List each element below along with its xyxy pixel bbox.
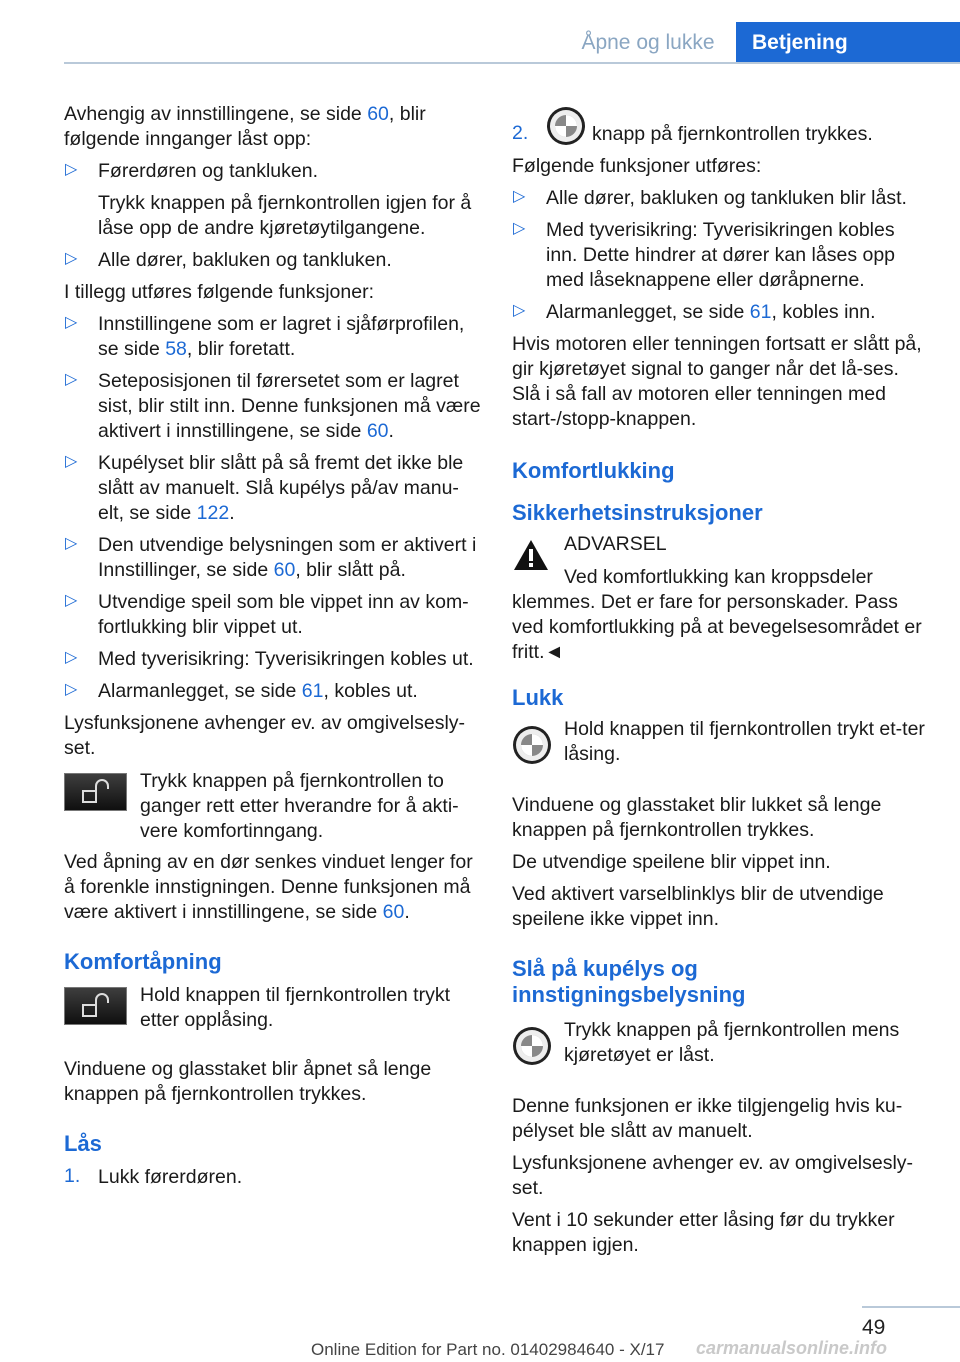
bmw-logo-icon xyxy=(546,106,586,146)
icon-paragraph: Hold knappen til fjernkontrollen trykt et‐ter låsing. xyxy=(512,717,930,785)
hazard-paragraph: Ved aktivert varselblinklys blir de utvendige speilene ikke vippet inn. xyxy=(512,883,884,930)
triangle-right-icon: ▷ xyxy=(65,535,78,552)
page-link[interactable]: 61 xyxy=(749,301,772,323)
triangle-right-icon: ▷ xyxy=(65,161,78,178)
watermark: carmanualsonline.info xyxy=(696,1338,888,1358)
footer-divider xyxy=(862,1306,960,1308)
list-item: ▷ Utvendige speil som ble vippet inn av kom‐fortlukking blir vippet ut. xyxy=(65,591,469,638)
triangle-right-icon: ▷ xyxy=(513,220,526,237)
page-link[interactable]: 60 xyxy=(273,559,296,581)
header-divider xyxy=(64,62,960,64)
page-link[interactable]: 122 xyxy=(196,502,230,524)
list-item: ▷ Alarmanlegget, se side 61, kobles inn. xyxy=(513,301,876,323)
step-item: 2. knapp på fjernkontrollen trykkes. xyxy=(512,108,930,147)
step-item: 1. Lukk førerdøren. xyxy=(64,1165,243,1188)
page-link[interactable]: 61 xyxy=(301,680,324,702)
edition-footer: Online Edition for Part no. 01402984640 - X/17 xyxy=(311,1340,665,1359)
heading-lock: Lås xyxy=(64,1131,102,1156)
warning-triangle-icon xyxy=(512,538,550,572)
triangle-right-icon: ▷ xyxy=(513,188,526,205)
unlock-key-icon xyxy=(64,987,127,1025)
left-column xyxy=(64,102,482,1197)
open-door-paragraph: Ved åpning av en dør senkes vinduet lenger for å forenkle innstigningen. Denne funksjonen må være aktivert i innstillingene, se side 60. xyxy=(64,851,473,923)
header-tab: Betjening xyxy=(736,22,960,64)
triangle-right-icon: ▷ xyxy=(513,302,526,319)
heading-close: Lukk xyxy=(512,685,564,710)
windows-close-paragraph: Vinduene og glasstaket blir lukket så lenge knappen på fjernkontrollen trykkes. xyxy=(512,794,882,841)
list-item-subtext: Trykk knappen på fjernkontrollen igjen for å låse opp de andre kjøretøytilgangene. xyxy=(98,192,472,239)
list-item: ▷ Alarmanlegget, se side 61, kobles ut. xyxy=(65,680,418,702)
list-item: ▷ Alle dører, bakluken og tankluken blir låst. xyxy=(513,187,907,209)
heading-comfort-close: Komfortlukking xyxy=(512,458,675,483)
page-number: 49 xyxy=(862,1316,886,1339)
list-item: ▷ Seteposisjonen til førersetet som er lagret sist, blir stilt inn. Denne funksjonen må være aktivert i innstillingene, se side 60. xyxy=(65,370,481,442)
right-column xyxy=(512,108,930,1265)
list-item: ▷ Førerdøren og tankluken. xyxy=(65,160,319,182)
intro-paragraph: Avhengig av innstillingene, se side 60, blir følgende innganger låst opp: xyxy=(64,103,426,150)
heading-safety: Sikkerhetsinstruksjoner xyxy=(512,500,763,525)
list-item: ▷ Kupélyset blir slått på så fremt det ikke ble slått av manuelt. Slå kupélys på/av manu‐elt, se side 122. xyxy=(65,452,464,524)
bmw-logo-icon xyxy=(512,1026,552,1066)
triangle-right-icon: ▷ xyxy=(65,592,78,609)
page-link[interactable]: 58 xyxy=(165,338,187,360)
step-number: 2. xyxy=(512,122,529,144)
warning-text: Ved komfortlukking kan kroppsdeler klemmes. Det er fare for personskader. Pass ved komfortlukking på at bevegelsesområdet er fritt.◄ xyxy=(512,566,922,663)
triangle-right-icon: ▷ xyxy=(65,453,78,470)
triangle-right-icon: ▷ xyxy=(65,681,78,698)
list-item: ▷ Med tyverisikring: Tyverisikringen kobles ut. xyxy=(65,648,474,670)
bmw-logo-icon xyxy=(512,725,552,765)
triangle-right-icon: ▷ xyxy=(65,371,78,388)
list-item: ▷ Alle dører, bakluken og tankluken. xyxy=(65,249,392,271)
icon-paragraph: Hold knappen til fjernkontrollen trykt etter opplåsing. xyxy=(64,983,482,1051)
triangle-right-icon: ▷ xyxy=(65,649,78,666)
warning-box xyxy=(512,532,930,665)
not-available-paragraph: Denne funksjonen er ikke tilgjengelig hvis ku‐pélyset ble slått av manuelt. xyxy=(512,1095,903,1142)
page-link[interactable]: 60 xyxy=(366,420,389,442)
unlock-key-icon xyxy=(64,773,127,811)
triangle-right-icon: ▷ xyxy=(65,250,78,267)
light-paragraph: Lysfunksjonene avhenger ev. av omgivelsesly‐set. xyxy=(512,1152,914,1199)
mirrors-paragraph: De utvendige speilene blir vippet inn. xyxy=(512,851,831,873)
windows-open-paragraph: Vinduene og glasstaket blir åpnet så lenge knappen på fjernkontrollen trykkes. xyxy=(64,1058,432,1105)
triangle-right-icon: ▷ xyxy=(65,314,78,331)
list-item: ▷ Innstillingene som er lagret i sjåførprofilen, se side 58, blir foretatt. xyxy=(65,313,465,360)
engine-paragraph: Hvis motoren eller tenningen fortsatt er slått på, gir kjøretøyet signal to ganger når det lå‐ses. Slå i så fall av motoren eller tenningen med start-/stopp-knappen. xyxy=(512,333,922,430)
wait-paragraph: Vent i 10 sekunder etter låsing før du trykker knappen igjen. xyxy=(512,1209,895,1256)
following-paragraph: Følgende funksjoner utføres: xyxy=(512,155,762,177)
heading-comfort-open: Komfortåpning xyxy=(64,949,222,974)
icon-paragraph: Trykk knappen på fjernkontrollen mens kjøretøyet er låst. xyxy=(512,1018,930,1086)
list-item: ▷ Med tyverisikring: Tyverisikringen kobles inn. Dette hindrer at dører kan låses opp med låseknappene eller døråpnerne. xyxy=(513,219,896,291)
light-paragraph: Lysfunksjonene avhenger ev. av omgivelsesly‐set. xyxy=(64,712,466,759)
page-link[interactable]: 60 xyxy=(367,103,389,125)
heading-lights: Slå på kupélys og innstigningsbelysning xyxy=(512,956,746,1007)
warning-title: ADVARSEL xyxy=(564,533,667,555)
list-item: ▷ Den utvendige belysningen som er aktivert i Innstillinger, se side 60, blir slått på. xyxy=(65,534,477,581)
icon-paragraph: Trykk knappen på fjernkontrollen to ganger rett etter hverandre for å akti‐vere komfortinngang. xyxy=(64,769,482,844)
step-number: 1. xyxy=(64,1165,81,1187)
header-section-title: Åpne og lukke xyxy=(581,31,715,54)
page-link[interactable]: 60 xyxy=(382,901,405,923)
also-paragraph: I tillegg utføres følgende funksjoner: xyxy=(64,281,374,303)
